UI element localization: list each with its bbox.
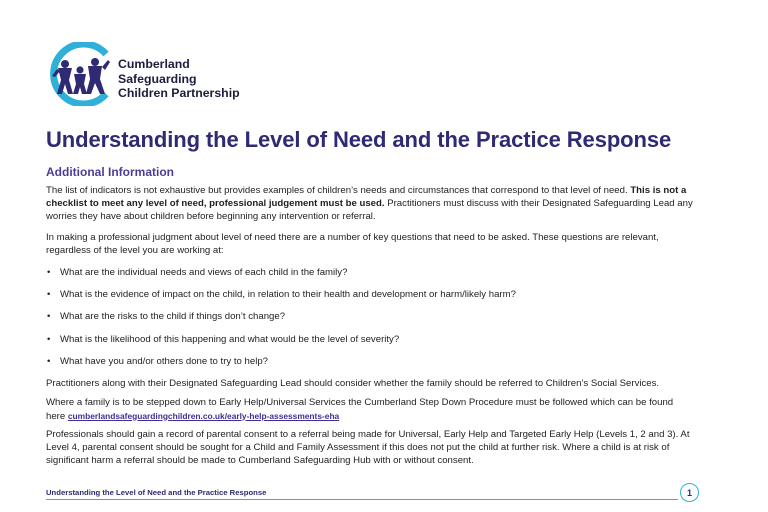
questions-intro-paragraph: In making a professional judgment about level of need there are a number of key questions that need to be asked. These questions are relevant, regardless of the level you are working at: — [46, 232, 659, 257]
organisation-name-line: Safeguarding — [118, 71, 197, 86]
organisation-logo — [48, 42, 112, 106]
logo-figures-icon — [48, 42, 112, 106]
section-heading: Additional Information — [46, 165, 174, 179]
intro-text-end: Practitioners must discuss with their Designated Safeguarding Lead any worries they have about children before beginning any intervention or referral. — [46, 197, 693, 222]
step-down-text: Where a family is to be stepped down to Early Help/Universal Services the Cumberland Step Down Procedure must be followed which can be found here — [46, 396, 674, 422]
referral-paragraph: Practitioners along with their Designated Safeguarding Lead should consider whether the family should be referred to Children’s Social Services. — [46, 377, 660, 389]
list-item: • What are the risks to the child if things don’t change? — [46, 311, 694, 324]
list-item: • What is the evidence of impact on the child, in relation to their health and development or harm/likely harm? — [46, 289, 694, 302]
list-item: • What is the likelihood of this happening and what would be the level of severity? — [46, 334, 694, 347]
list-item: • What are the individual needs and views of each child in the family? — [46, 267, 694, 280]
organisation-name — [118, 57, 240, 101]
intro-text: The list of indicators is not exhaustive but provides examples of children’s needs and circumstances that correspond to that level of need. — [46, 185, 628, 196]
organisation-name-line: Children Partnership — [118, 86, 240, 100]
list-item: • What have you and/or others done to try to help? — [46, 356, 694, 369]
consent-paragraph: Professionals should gain a record of parental consent to a referral being made for Universal, Early Help and Targeted Early Help (Levels 1, 2 and 3). At Level 4, parental consent should be sought for a Child and Family Assessment if this does not put the child at further risk. Where a child is at risk of significant harm a referral should be made to Cumberland Safeguarding Hub with or without consent. — [46, 429, 690, 466]
page-title: Understanding the Level of Need and the Practice Response — [46, 127, 672, 152]
intro-emphasis: This is not a checklist to meet any level of need, professional judgement must be used. — [46, 185, 687, 209]
step-down-paragraph — [46, 397, 694, 424]
page-number: 1 — [680, 483, 699, 502]
key-questions-list — [46, 267, 694, 369]
intro-paragraph — [46, 185, 694, 223]
footer-divider — [46, 499, 678, 500]
body-content — [46, 185, 694, 474]
organisation-name-line: Cumberland — [118, 57, 190, 71]
footer-title: Understanding the Level of Need and the Practice Response — [46, 488, 267, 497]
early-help-link[interactable]: cumberlandsafeguardingchildren.co.uk/early-help-assessments-eha — [67, 410, 340, 421]
